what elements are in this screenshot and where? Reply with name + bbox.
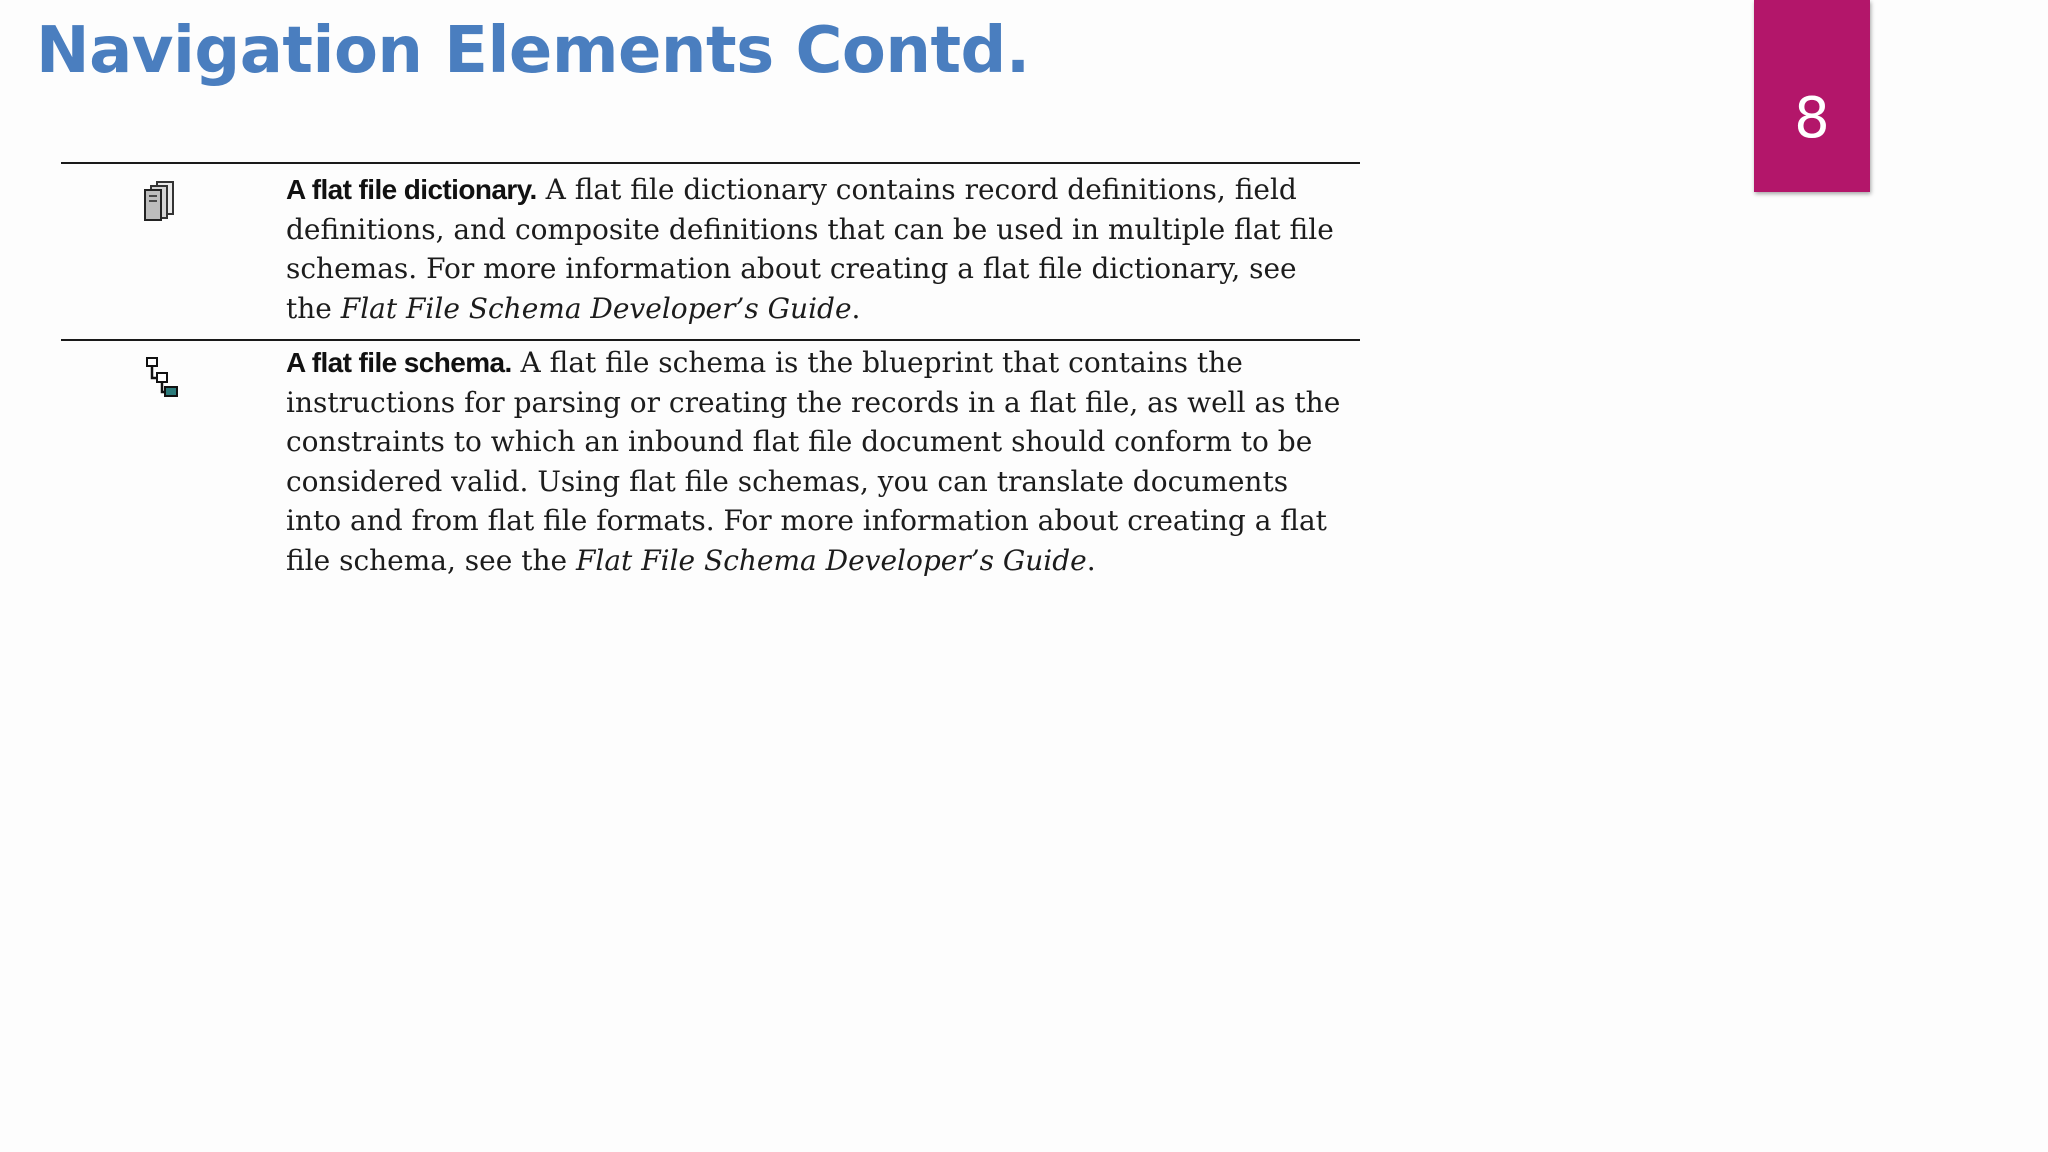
dictionary-end-punctuation: . [851, 291, 861, 325]
dictionary-description [286, 164, 1346, 328]
schema-guide-link-text: Flat File Schema Developer’s Guide [575, 543, 1087, 577]
schema-description-text: A flat file schema is the blueprint that contains the instructions for parsing or creating the records in a flat file, as well as the constraints to which an inbound flat file document should conform to be considered valid. Using flat file schemas, you can translate documents into and from flat file formats. For more information about creating a flat file schema, see the [286, 346, 1341, 577]
dictionary-guide-link-text: Flat File Schema Developer’s Guide [340, 291, 852, 325]
table-row-dictionary [61, 162, 1360, 339]
page-number: 8 [1794, 86, 1830, 151]
page-number-tab [1754, 0, 1870, 192]
dictionary-term: A flat file dictionary. [286, 174, 537, 205]
schema-end-punctuation: . [1086, 543, 1096, 577]
slide-title: Navigation Elements Contd. [36, 14, 1030, 88]
navigation-elements-table [61, 162, 1360, 591]
dictionary-books-icon [139, 179, 183, 223]
dictionary-description-text: A flat file dictionary contains record definitions, field definitions, and composite definitions that can be used in multiple flat file schemas. For more information about creating a flat file dictionary, see the [286, 173, 1334, 325]
schema-tree-icon [139, 356, 183, 400]
schema-description [286, 341, 1346, 580]
table-row-schema [61, 339, 1360, 591]
schema-term: A flat file schema. [286, 347, 512, 378]
